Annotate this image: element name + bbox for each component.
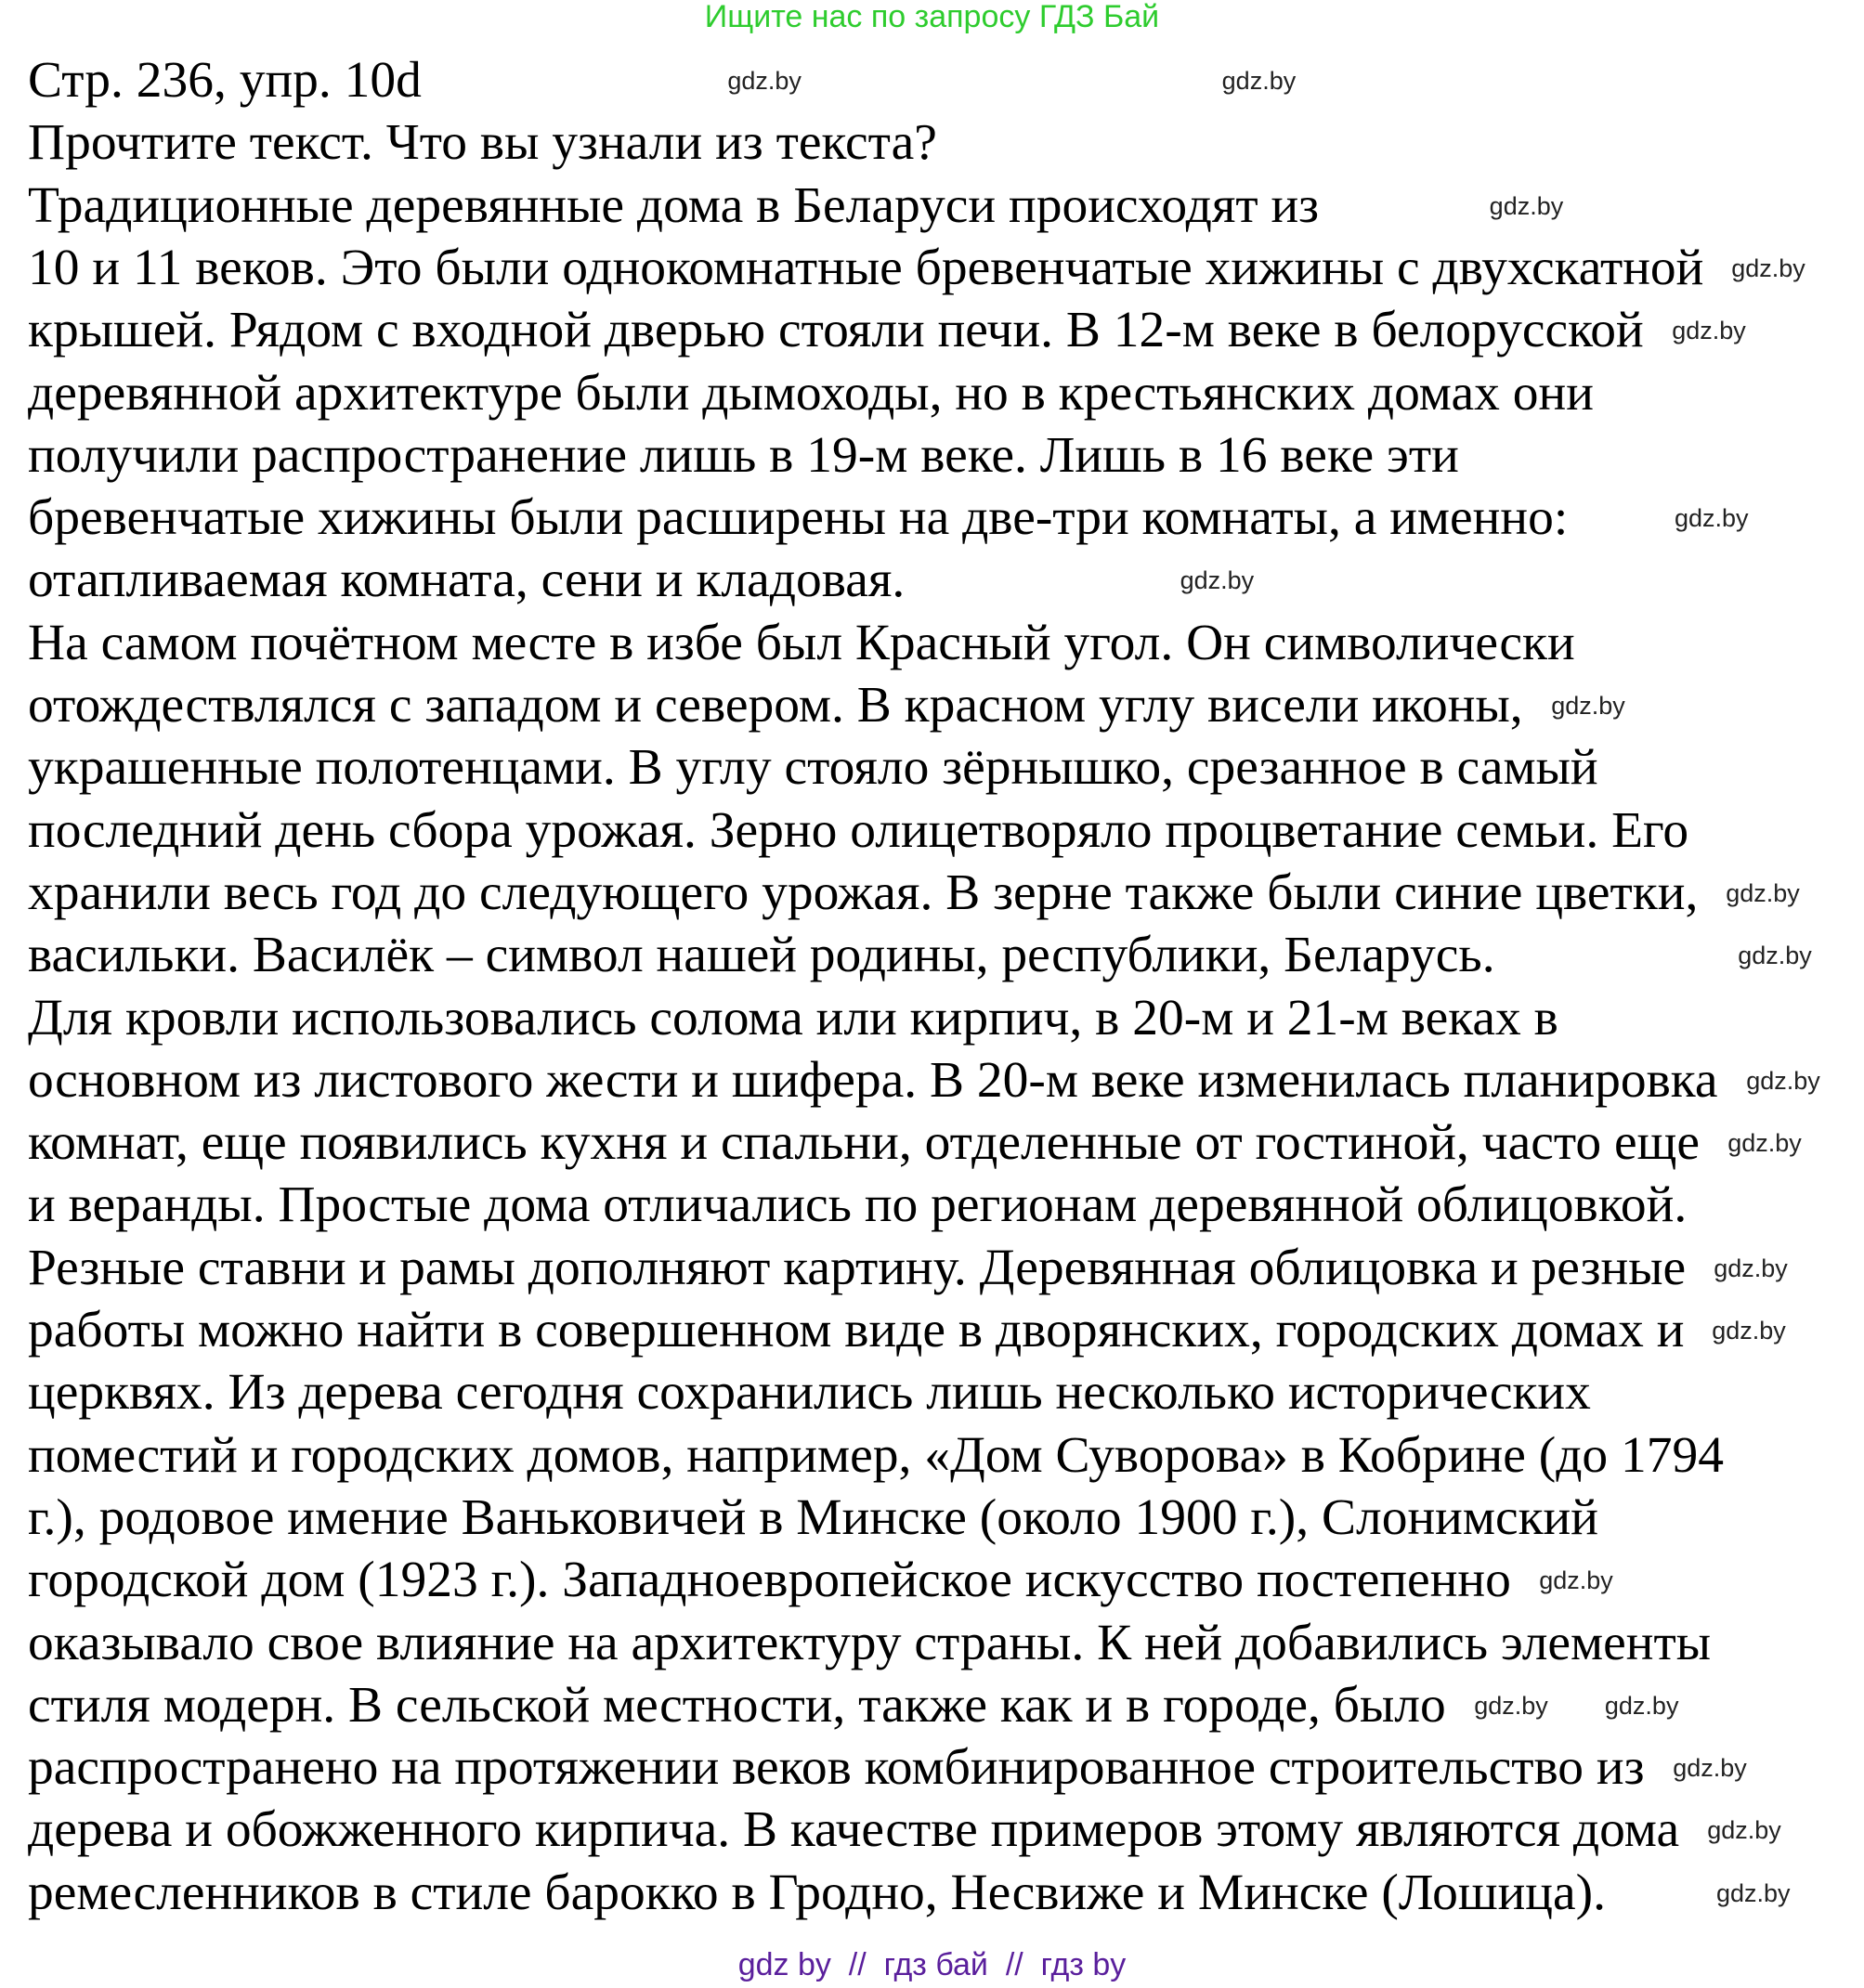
watermark: gdz.by xyxy=(1712,1317,1786,1345)
text-line: распространено на протяжении веков комбинированное строительство из xyxy=(28,1739,1645,1797)
text-line: отапливаемая комната, сени и кладовая. xyxy=(28,552,906,609)
text-line: и веранды. Простые дома отличались по регионам деревянной облицовкой. xyxy=(28,1176,1688,1234)
text-line: Традиционные деревянные дома в Беларуси происходят из xyxy=(28,176,1320,234)
text-line: городской дом (1923 г.). Западноевропейское искусство постепенно xyxy=(28,1552,1511,1609)
exercise-title: Стр. 236, упр. 10d xyxy=(28,52,422,109)
text-line: Для кровли использовались солома или кирпич, в 20-м и 21-м веках в xyxy=(28,989,1558,1046)
text-line: г.), родовое имение Ваньковичей в Минске (около 1900 г.), Слонимский xyxy=(28,1488,1598,1546)
text-line: комнат, еще появились кухня и спальни, отделенные от гостиной, часто еще xyxy=(28,1114,1701,1172)
watermark: gdz.by xyxy=(1673,1754,1747,1782)
text-line: оказывало свое влияние на архитектуру страны. К ней добавились элементы xyxy=(28,1614,1712,1671)
watermark: gdz.by xyxy=(1489,192,1564,220)
text-line: основном из листового жести и шифера. В 20-м веке изменилась планировка xyxy=(28,1051,1718,1109)
watermark: gdz.by xyxy=(1746,1067,1820,1095)
text-line: дерева и обожженного кирпича. В качестве примеров этому являются дома xyxy=(28,1801,1680,1859)
watermark: gdz.by xyxy=(1674,504,1749,532)
footer-links[interactable]: gdz by // гдз бай // гдз by xyxy=(737,1947,1127,1982)
watermark: gdz.by xyxy=(1672,317,1746,344)
watermark: gdz.by xyxy=(1474,1692,1548,1720)
text-line: поместий и городских домов, например, «Дом Суворова» в Кобрине (до 1794 xyxy=(28,1426,1725,1484)
watermark: gdz.by xyxy=(1726,879,1800,907)
watermark: gdz.by xyxy=(1551,692,1625,720)
watermark: gdz.by xyxy=(1221,67,1297,95)
text-line: украшенные полотенцами. В углу стояло зёрнышко, срезанное в самый xyxy=(28,739,1598,797)
text-line: Резные ставни и рамы дополняют картину. Деревянная облицовка и резные xyxy=(28,1239,1687,1296)
text-line: церквях. Из дерева сегодня сохранились лишь несколько исторических xyxy=(28,1364,1591,1422)
exercise-prompt: Прочтите текст. Что вы узнали из текста? xyxy=(28,114,937,172)
text-line: 10 и 11 веков. Это были однокомнатные бревенчатые хижины с двухскатной xyxy=(28,239,1704,296)
watermark: gdz.by xyxy=(1539,1566,1613,1594)
watermark: gdz.by xyxy=(1180,566,1255,594)
text-line: получили распространение лишь в 19-м веке. Лишь в 16 веке эти xyxy=(28,426,1459,484)
search-hint-banner: Ищите нас по запросу ГДЗ Бай xyxy=(704,0,1160,34)
watermark: gdz.by xyxy=(727,67,802,95)
text-line: стиля модерн. В сельской местности, также как и в городе, было xyxy=(28,1676,1446,1734)
watermark: gdz.by xyxy=(1714,1254,1788,1282)
text-line: отождествлялся с западом и севером. В красном углу висели иконы, xyxy=(28,677,1523,734)
watermark: gdz.by xyxy=(1731,254,1805,282)
text-line: последний день сбора урожая. Зерно олицетворяло процветание семьи. Его xyxy=(28,801,1689,859)
watermark: gdz.by xyxy=(1738,942,1812,969)
watermark: gdz.by xyxy=(1707,1816,1781,1844)
text-line: хранили весь год до следующего урожая. В зерне также были синие цветки, xyxy=(28,864,1699,921)
text-line: На самом почётном месте в избе был Красный угол. Он символически xyxy=(28,614,1575,671)
text-line: ремесленников в стиле барокко в Гродно, Несвиже и Минске (Лошица). xyxy=(28,1864,1606,1921)
text-line: бревенчатые хижины были расширены на две-три комнаты, а именно: xyxy=(28,489,1569,547)
watermark: gdz.by xyxy=(1727,1129,1802,1157)
text-line: крышей. Рядом с входной дверью стояли печи. В 12-м веке в белорусской xyxy=(28,302,1644,359)
text-line: работы можно найти в совершенном виде в дворянских, городских домах и xyxy=(28,1302,1685,1358)
text-line: васильки. Василёк – символ нашей родины, республики, Беларусь. xyxy=(28,927,1495,984)
text-line: деревянной архитектуре были дымоходы, но в крестьянских домах они xyxy=(28,364,1594,422)
watermark: gdz.by xyxy=(1604,1692,1679,1720)
watermark: gdz.by xyxy=(1716,1879,1791,1907)
